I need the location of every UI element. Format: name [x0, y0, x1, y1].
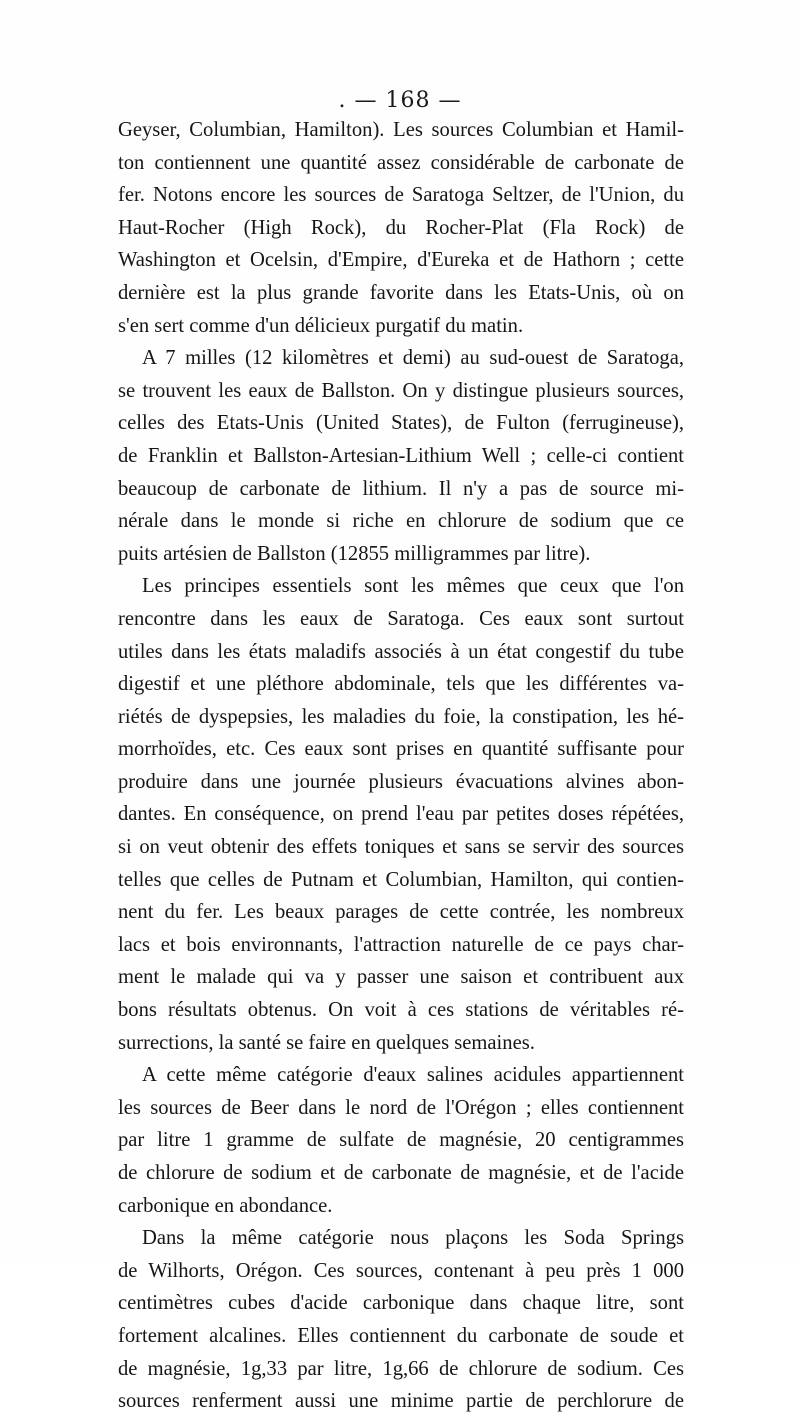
- text-line: dantes. En conséquence, on prend l'eau par petites doses répétées,: [118, 803, 684, 826]
- text-line: Washington et Ocelsin, d'Empire, d'Eureka et de Hathorn ; cette: [118, 249, 684, 272]
- text-line: les sources de Beer dans le nord de l'Orégon ; elles contiennent: [118, 1096, 684, 1119]
- text-line: ton contiennent une quantité assez considérable de carbonate de: [118, 151, 684, 174]
- text-line: de Franklin et Ballston-Artesian-Lithium Well ; celle-ci contient: [118, 444, 684, 467]
- text-line: telles que celles de Putnam et Columbian, Hamilton, qui contien-: [118, 868, 684, 891]
- text-line: puits artésien de Ballston (12855 milligrammes par litre).: [118, 542, 591, 565]
- text-line: s'en sert comme d'un délicieux purgatif du matin.: [118, 314, 524, 337]
- text-line: nérale dans le monde si riche en chlorure de sodium que ce: [118, 510, 684, 533]
- text-line: fortement alcalines. Elles contiennent du carbonate de soude et: [118, 1324, 684, 1347]
- text-line: nent du fer. Les beaux parages de cette contrée, les nombreux: [118, 901, 684, 924]
- text-line: Dans la même catégorie nous plaçons les Soda Springs: [142, 1227, 684, 1250]
- text-line: Haut-Rocher (High Rock), du Rocher-Plat (Fla Rock) de: [118, 216, 684, 239]
- text-line: beaucoup de carbonate de lithium. Il n'y a pas de source mi-: [118, 477, 684, 500]
- text-line: sources renferment aussi une minime partie de perchlorure de: [118, 1390, 684, 1413]
- text-line: fer. Notons encore les sources de Saratoga Seltzer, de l'Union, du: [118, 184, 684, 207]
- text-line: morrhoïdes, etc. Ces eaux sont prises en quantité suffisante pour: [118, 738, 684, 761]
- text-line: Geyser, Columbian, Hamilton). Les sources Columbian et Hamil-: [118, 119, 684, 141]
- text-line: de Wilhorts, Orégon. Ces sources, contenant à peu près 1 000: [118, 1259, 684, 1282]
- text-line: si on veut obtenir des effets toniques et sans se servir des sources: [118, 836, 684, 859]
- text-line: surrections, la santé se faire en quelques semaines.: [118, 1031, 535, 1054]
- text-line: bons résultats obtenus. On voit à ces stations de véritables ré-: [118, 999, 684, 1022]
- text-line: celles des Etats-Unis (United States), de Fulton (ferrugineuse),: [118, 412, 684, 435]
- text-line: rencontre dans les eaux de Saratoga. Ces eaux sont surtout: [118, 607, 684, 630]
- text-line: A cette même catégorie d'eaux salines acidules appartiennent: [142, 1064, 684, 1087]
- text-line: Les principes essentiels sont les mêmes que ceux que l'on: [142, 575, 684, 598]
- text-line: utiles dans les états maladifs associés à un état congestif du tube: [118, 640, 684, 663]
- text-line: produire dans une journée plusieurs évacuations alvines abon-: [118, 770, 684, 793]
- text-line: de magnésie, 1g,33 par litre, 1g,66 de chlorure de sodium. Ces: [118, 1357, 684, 1380]
- text-line: lacs et bois environnants, l'attraction naturelle de ce pays char-: [118, 933, 684, 956]
- text-line: de chlorure de sodium et de carbonate de magnésie, et de l'acide: [118, 1162, 684, 1184]
- text-line: carbonique en abondance.: [118, 1194, 333, 1217]
- text-line: ment le malade qui va y passer une saison et contribuent aux: [118, 966, 684, 989]
- text-line: se trouvent les eaux de Ballston. On y distingue plusieurs sources,: [118, 379, 684, 402]
- body-text: [118, 114, 684, 1418]
- text-line: dernière est la plus grande favorite dans les Etats-Unis, où on: [118, 281, 684, 304]
- text-line: par litre 1 gramme de sulfate de magnésie, 20 centigrammes: [118, 1129, 684, 1152]
- text-line: digestif et une pléthore abdominale, tels que les différentes va-: [118, 673, 684, 696]
- text-line: A 7 milles (12 kilomètres et demi) au sud-ouest de Saratoga,: [142, 347, 684, 370]
- text-line: centimètres cubes d'acide carbonique dans chaque litre, sont: [118, 1292, 684, 1315]
- page-number: . — 168 —: [338, 88, 462, 113]
- text-line: riétés de dyspepsies, les maladies du foie, la constipation, les hé-: [118, 705, 684, 728]
